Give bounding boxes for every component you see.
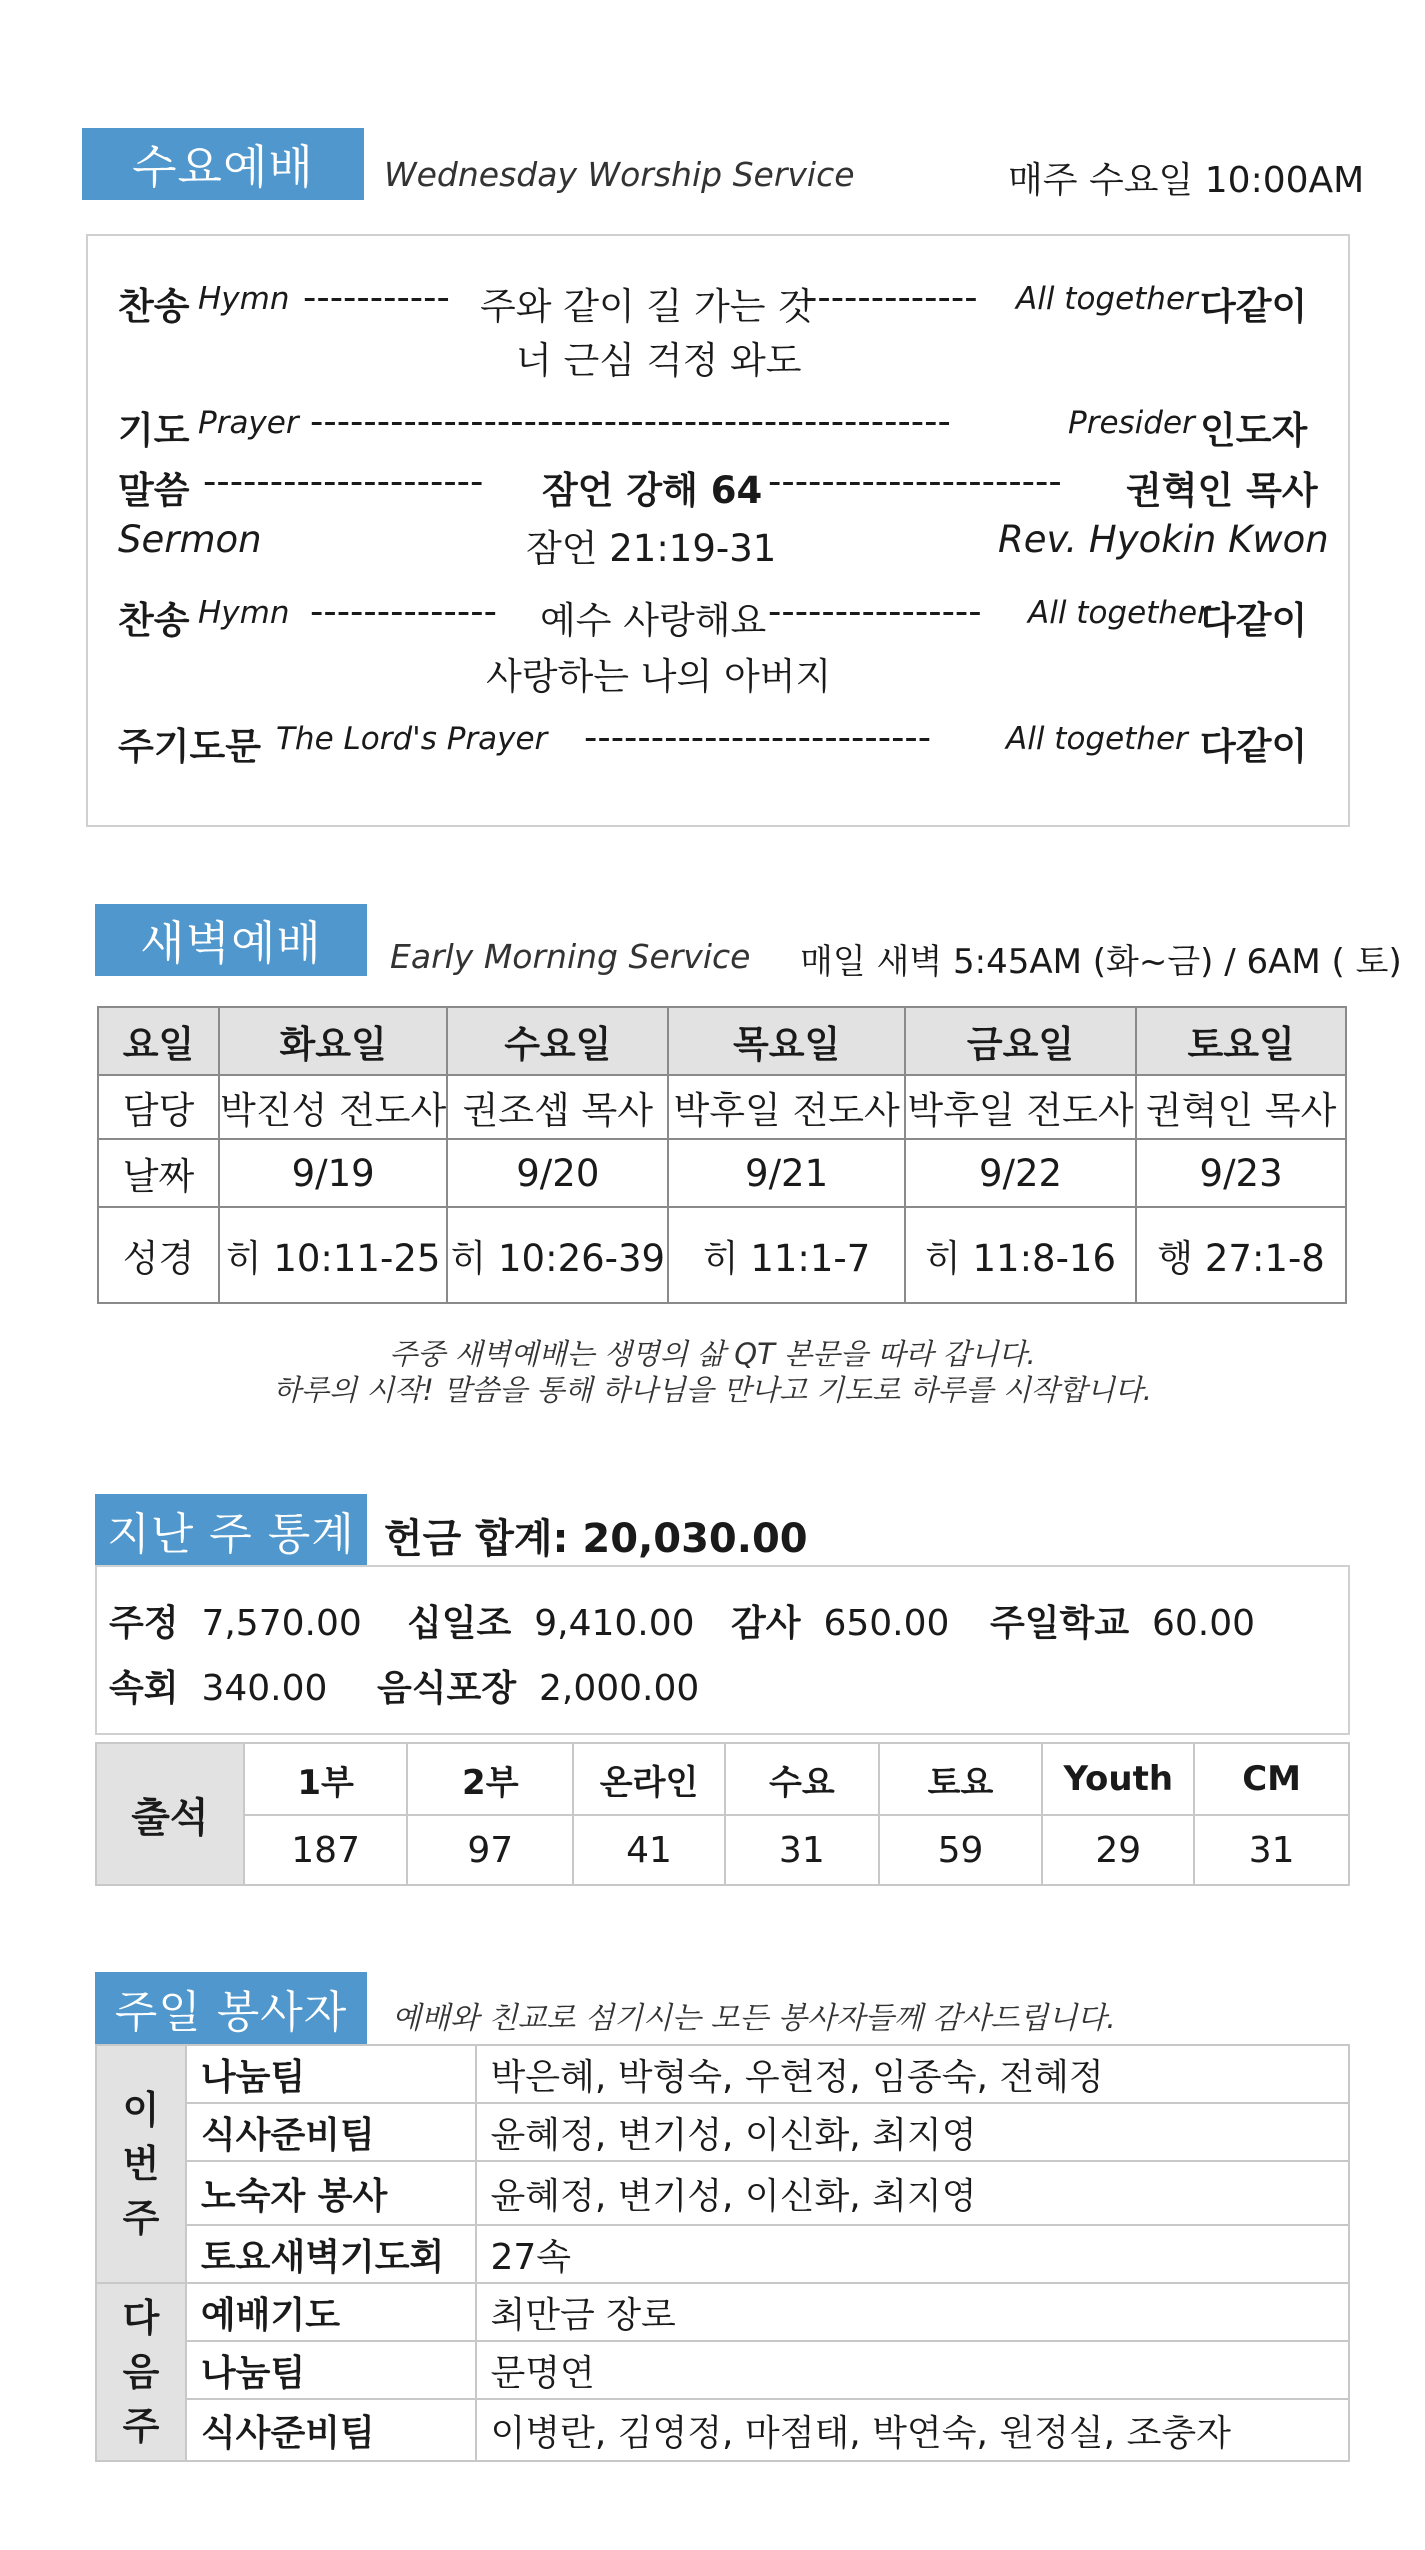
dawn-header-cell: 목요일 xyxy=(668,1007,904,1075)
offering-label: 음식포장 xyxy=(377,1668,517,1709)
team-name: 노숙자 봉사 xyxy=(186,2161,476,2225)
dawn-date-row xyxy=(98,1139,1346,1207)
table-cell: 박후일 전도사 xyxy=(905,1075,1136,1139)
hymn1-who-ko: 다같이 xyxy=(1200,285,1308,328)
table-cell: 행 27:1-8 xyxy=(1136,1207,1346,1303)
hymn2-who-ko: 다같이 xyxy=(1200,599,1308,642)
hymn1-dashes-right: ------------- xyxy=(804,276,978,319)
offering-label: 십일조 xyxy=(407,1603,512,1644)
dawn-header-cell: 금요일 xyxy=(905,1007,1136,1075)
hymn1-label-ko: 찬송 xyxy=(118,285,190,328)
prayer-dashes: ------------------------------------------------ xyxy=(310,400,951,443)
attendance-value: 187 xyxy=(244,1815,408,1885)
table-cell: 히 11:8-16 xyxy=(905,1207,1136,1303)
team-name: 예배기도 xyxy=(186,2283,476,2341)
offering-value: 2,000.00 xyxy=(539,1668,700,1709)
attendance-value: 41 xyxy=(573,1815,725,1885)
hymn2-dashes-left: -------------- xyxy=(310,590,497,633)
hymn1-who-en: All together xyxy=(1016,281,1198,317)
this-week-label: 이번주 xyxy=(96,2045,186,2283)
offering-label: 주정 xyxy=(109,1603,179,1644)
prayer-label-ko: 기도 xyxy=(118,409,190,452)
table-cell: 담당 xyxy=(98,1075,219,1139)
offering-box xyxy=(95,1565,1350,1735)
hymn1-dashes-left: ----------- xyxy=(303,276,450,319)
team-members: 문명연 xyxy=(476,2341,1350,2399)
prayer-label-en: Prayer xyxy=(198,405,299,441)
dawn-subtitle: Early Morning Service xyxy=(390,937,751,976)
attendance-label: 출석 xyxy=(96,1743,244,1885)
table-cell: 히 10:11-25 xyxy=(219,1207,447,1303)
table-cell: 날짜 xyxy=(98,1139,219,1207)
dawn-section-tag: 새벽예배 xyxy=(95,904,367,976)
team-name: 나눔팀 xyxy=(186,2341,476,2399)
team-name: 나눔팀 xyxy=(186,2045,476,2103)
prayer-who-ko: 인도자 xyxy=(1200,409,1308,452)
sermon-passage: 잠언 21:19-31 xyxy=(526,527,777,570)
attendance-header: 1부 xyxy=(244,1743,408,1815)
attendance-value: 59 xyxy=(879,1815,1043,1885)
wednesday-schedule: 매주 수요일 10:00AM xyxy=(1008,160,1365,201)
sermon-dashes-right: ---------------------- xyxy=(768,460,1062,503)
dawn-header-cell: 토요일 xyxy=(1136,1007,1346,1075)
table-cell: 9/21 xyxy=(668,1139,904,1207)
offering-total: 헌금 합계: 20,030.00 xyxy=(384,1516,808,1562)
hymn2-line2: 사랑하는 나의 아버지 xyxy=(486,655,832,698)
dawn-header-cell: 요일 xyxy=(98,1007,219,1075)
volunteers-note: 예배와 친교로 섬기시는 모든 봉사자들께 감사드립니다. xyxy=(392,2001,1116,2036)
sermon-dashes-left: --------------------- xyxy=(203,460,484,503)
lords-prayer-who-ko: 다같이 xyxy=(1200,725,1308,768)
table-cell: 권조셉 목사 xyxy=(447,1075,668,1139)
offering-label: 속회 xyxy=(109,1668,179,1709)
attendance-value: 31 xyxy=(1194,1815,1349,1885)
dawn-schedule: 매일 새벽 5:45AM (화~금) / 6AM ( 토) xyxy=(800,942,1402,982)
attendance-header: 2부 xyxy=(407,1743,573,1815)
hymn1-label-en: Hymn xyxy=(198,281,290,317)
attendance-value: 97 xyxy=(407,1815,573,1885)
table-cell: 히 10:26-39 xyxy=(447,1207,668,1303)
offering-value: 7,570.00 xyxy=(201,1603,362,1644)
table-cell: 히 11:1-7 xyxy=(668,1207,904,1303)
table-cell: 박진성 전도사 xyxy=(219,1075,447,1139)
volunteers-section-tag: 주일 봉사자 xyxy=(95,1972,367,2044)
team-name: 식사준비팀 xyxy=(186,2399,476,2461)
offering-item xyxy=(731,1595,949,1646)
team-members: 최만금 장로 xyxy=(476,2283,1350,2341)
offering-value: 650.00 xyxy=(823,1603,950,1644)
table-cell: 9/19 xyxy=(219,1139,447,1207)
team-name: 토요새벽기도회 xyxy=(186,2225,476,2283)
table-cell: 권혁인 목사 xyxy=(1136,1075,1346,1139)
hymn2-who-en: All together xyxy=(1028,595,1210,631)
prayer-who-en: Presider xyxy=(1068,405,1195,441)
team-members: 이병란, 김영정, 마점태, 박연숙, 원정실, 조충자 xyxy=(476,2399,1350,2461)
dawn-note-2: 하루의 시작! 말씀을 통해 하나님을 만나고 기도로 하루를 시작합니다. xyxy=(273,1373,1152,1407)
hymn2-title: 예수 사랑해요 xyxy=(540,599,767,642)
dawn-schedule-table xyxy=(97,1006,1347,1304)
offering-label: 감사 xyxy=(731,1603,801,1644)
offering-label: 주일학교 xyxy=(990,1603,1130,1644)
attendance-header: 수요 xyxy=(725,1743,879,1815)
dawn-header-cell: 수요일 xyxy=(447,1007,668,1075)
wednesday-subtitle: Wednesday Worship Service xyxy=(384,155,855,194)
hymn2-label-en: Hymn xyxy=(198,595,290,631)
offering-value: 60.00 xyxy=(1152,1603,1256,1644)
sermon-who-en: Rev. Hyokin Kwon xyxy=(998,518,1329,561)
lords-prayer-label-ko: 주기도문 xyxy=(118,725,261,768)
sermon-label-en: Sermon xyxy=(118,518,262,561)
offering-value: 9,410.00 xyxy=(534,1603,695,1644)
table-cell: 9/20 xyxy=(447,1139,668,1207)
wednesday-order-box xyxy=(86,234,1350,827)
attendance-table xyxy=(95,1742,1350,1886)
stats-section-tag: 지난 주 통계 xyxy=(95,1494,367,1566)
offering-value: 340.00 xyxy=(201,1668,328,1709)
volunteers-table xyxy=(95,2044,1350,2462)
attendance-header: 토요 xyxy=(879,1743,1043,1815)
table-cell: 박후일 전도사 xyxy=(668,1075,904,1139)
team-members: 윤혜정, 변기성, 이신화, 최지영 xyxy=(476,2103,1350,2161)
team-members: 27속 xyxy=(476,2225,1350,2283)
wednesday-section-tag: 수요예배 xyxy=(82,128,364,200)
table-cell: 성경 xyxy=(98,1207,219,1303)
dawn-scripture-row xyxy=(98,1207,1346,1303)
team-members: 윤혜정, 변기성, 이신화, 최지영 xyxy=(476,2161,1350,2225)
dawn-header-row xyxy=(98,1007,1346,1075)
attendance-header: 온라인 xyxy=(573,1743,725,1815)
attendance-header: Youth xyxy=(1042,1743,1194,1815)
offering-item xyxy=(109,1595,362,1646)
sermon-label-ko: 말씀 xyxy=(118,469,190,512)
lords-prayer-dashes: -------------------------- xyxy=(584,716,932,759)
dawn-leader-row xyxy=(98,1075,1346,1139)
dawn-header-cell: 화요일 xyxy=(219,1007,447,1075)
team-members: 박은혜, 박형숙, 우현정, 임종숙, 전혜정 xyxy=(476,2045,1350,2103)
offering-item xyxy=(407,1595,695,1646)
sermon-title: 잠언 강해 64 xyxy=(542,469,763,512)
hymn1-title: 주와 같이 길 가는 것 xyxy=(480,285,813,328)
attendance-value: 31 xyxy=(725,1815,879,1885)
table-cell: 9/23 xyxy=(1136,1139,1346,1207)
attendance-value: 29 xyxy=(1042,1815,1194,1885)
offering-item xyxy=(377,1660,699,1711)
offering-item xyxy=(990,1595,1255,1646)
offering-item xyxy=(109,1660,327,1711)
lords-prayer-label-en: The Lord's Prayer xyxy=(276,721,548,757)
dawn-note-1: 주중 새벽예배는 생명의 삶 QT 본문을 따라 갑니다. xyxy=(389,1337,1036,1371)
hymn2-dashes-right: ---------------- xyxy=(768,590,982,633)
sermon-who-ko: 권혁인 목사 xyxy=(1126,469,1318,512)
next-week-label: 다음주 xyxy=(96,2283,186,2461)
hymn1-line2: 너 근심 걱정 와도 xyxy=(516,339,802,382)
lords-prayer-who-en: All together xyxy=(1006,721,1188,757)
table-cell: 9/22 xyxy=(905,1139,1136,1207)
attendance-header: CM xyxy=(1194,1743,1349,1815)
hymn2-label-ko: 찬송 xyxy=(118,599,190,642)
team-name: 식사준비팀 xyxy=(186,2103,476,2161)
